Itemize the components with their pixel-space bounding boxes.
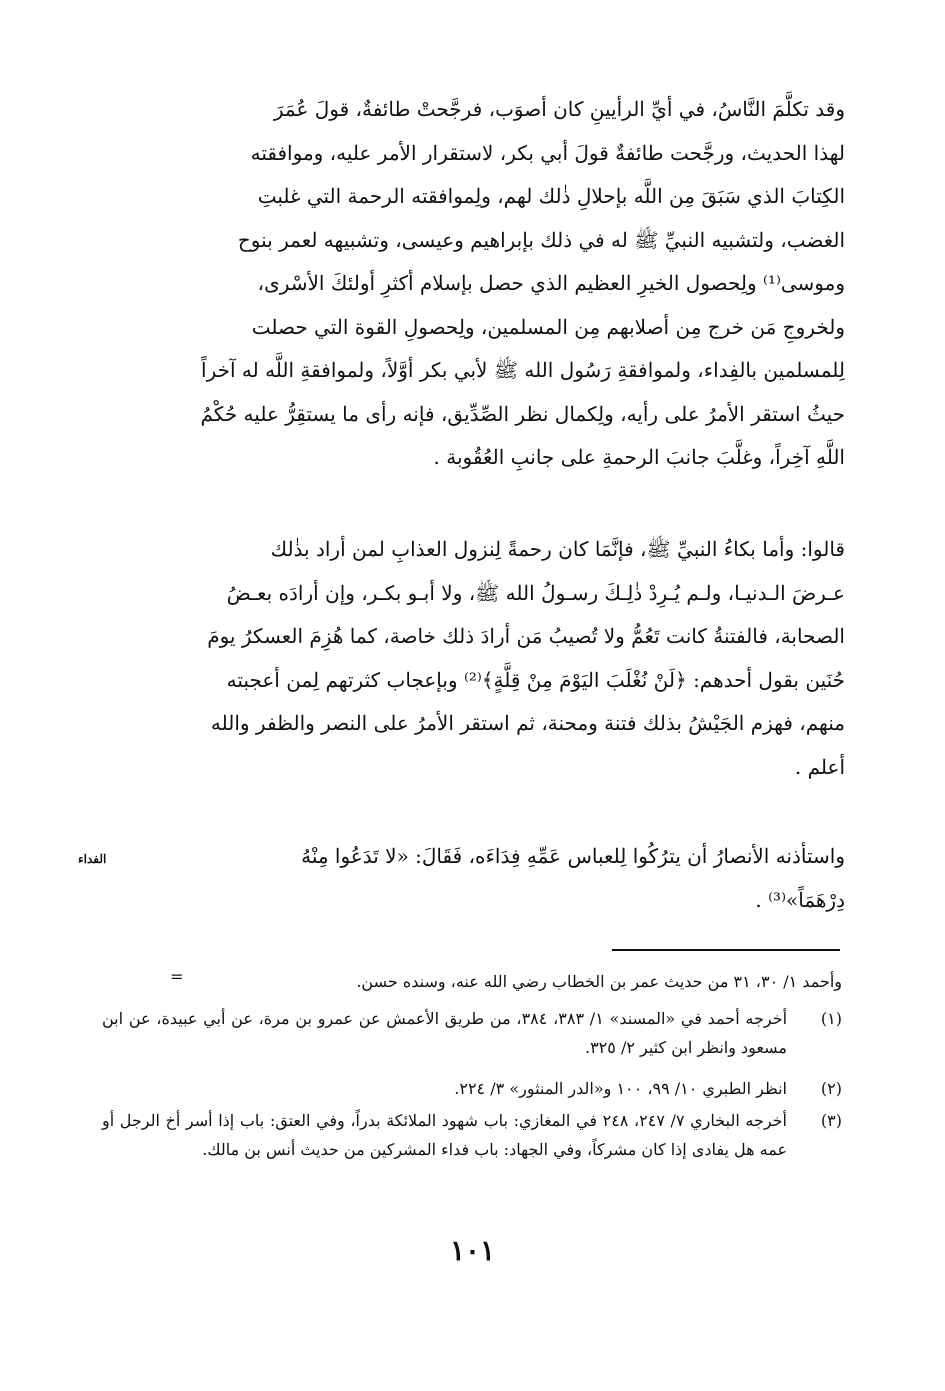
footnote-2 [102, 1074, 842, 1103]
footnote-1 [102, 1004, 842, 1062]
page-number: ١٠١ [449, 1234, 496, 1267]
text-line: وموسى⁽¹⁾ ولِحصول الخيرِ العظيم الذي حصل بإسلام أكثرِ أولئكَ الأسْرى، [257, 271, 845, 295]
text-line: حُنَين بقول أحدهم: ﴿لَنْ نُغْلَبَ اليَوْمَ مِنْ قِلَّةٍ﴾⁽²⁾ وبإعجاب كثرتهم لِمن أعجبته [226, 667, 845, 692]
text-line: واستأذنه الأنصارُ أن يترُكُوا لِلعباس عَمِّهِ فِدَاءَه، فَقَالَ: «لا تَدَعُوا مِنْهُ [301, 844, 845, 868]
text-line: لِلمسلمين بالفِداء، ولموافقةِ رَسُول الله ﷺ لأبي بكر أوَّلاً، ولموافقةِ اللَّه له آخراً [201, 358, 845, 382]
footnote-number: (٣) [820, 1111, 842, 1130]
text-line: الغضب، ولتشبيه النبيِّ ﷺ له في ذلك بإبراهيم وعيسى، وتشبيهه لعمر بنوح [237, 227, 845, 252]
text-line: منهم، فهزم الجَيْشُ بذلك فتنة ومحنة، ثم استقر الأمرُ على النصر والظفر والله [210, 711, 845, 735]
footnote-number: (١) [820, 1009, 842, 1028]
text-line: الصحابة، فالفتنةُ كانت تَعُمُّ ولا تُصيبُ مَن أرادَ ذلك خاصة، كما هُزِمَ العسكرُ يومَ [207, 624, 845, 648]
text-line: وقد تكلَّمَ النَّاسُ، في أيِّ الرأيينِ كان أصوَب، فرجَّحتْ طائفةٌ، قولَ عُمَرَ [273, 97, 845, 121]
text-line: عـرضَ الـدنيـا، ولـم يُـرِدْ ذٰلِـكَ رسـولُ الله ﷺ، ولا أبـو بكـر، وإن أرادَه بعـضُ [226, 580, 845, 605]
footnote-text: أخرجه البخاري ٧/ ٢٤٧، ٢٤٨ في المغازي: باب شهود الملائكة بدراً، وفي العتق: باب إذا أسر أخ الرجل أو عمه هل يفادى إذا كان مشركاً، وفي الجهاد: باب فداء المشركين من حديث أنس بن مالك. [102, 1111, 788, 1159]
footnote-continuation-marker: = [170, 967, 184, 986]
text-line: ولخروجِ مَن خرج مِن أصلابهم مِن المسلمين، ولِحصولِ القوة التي حصلت [251, 314, 845, 339]
text-line: قالوا: وأما بكاءُ النبيِّ ﷺ، فإنَّمَا كان رحمةً لِنزول العذابِ لمن أراد بذٰلك [270, 537, 845, 561]
text-line: دِرْهَمَاً»⁽³⁾ . [755, 887, 845, 912]
footnote-text: أخرجه أحمد في «المسند» ١/ ٣٨٣، ٣٨٤، من طريق الأعمش عن عمرو بن مرة، عن أبي عبيدة، عن ابن مسعود وانظر ابن كثير ٢/ ٣٢٥. [102, 1009, 788, 1057]
text-line: اللَّهِ آخِراً، وغلَّبَ جانبَ الرحمةِ على جانبِ العُقُوبة . [433, 445, 845, 469]
text-line: حيثُ استقر الأمرُ على رأيه، ولِكمال نظر الصِّدِّيق، فإنه رأى ما يستقِرُّ عليه حُكْمُ [200, 401, 845, 426]
paragraph-1 [105, 88, 845, 480]
text-line: الكِتابَ الذي سَبَقَ مِن اللَّه بإحلالِ ذٰلك لهم، ولِموافقته الرحمة التي غلبتِ [257, 184, 845, 208]
footnote-number: (٢) [820, 1079, 842, 1098]
text-line: أعلم . [794, 754, 845, 779]
paragraph-2 [105, 528, 845, 789]
margin-note: الفداء [78, 852, 107, 866]
footnote-separator [612, 949, 840, 951]
footnote-3 [102, 1106, 842, 1164]
footnote-continuation: وأحمد ١/ ٣٠، ٣١ من حديث عمر بن الخطاب رضي الله عنه، وسنده حسن. [356, 972, 842, 991]
footnote-text: انظر الطبري ١٠/ ٩٩، ١٠٠ و«الدر المنثور» ٣/ ٢٢٤. [454, 1079, 787, 1098]
text-line: لهذا الحديث، ورجَّحت طائفةٌ قولَ أبي بكر، لاستقرار الأمر عليه، وموافقته [250, 140, 845, 165]
paragraph-3 [105, 835, 845, 922]
